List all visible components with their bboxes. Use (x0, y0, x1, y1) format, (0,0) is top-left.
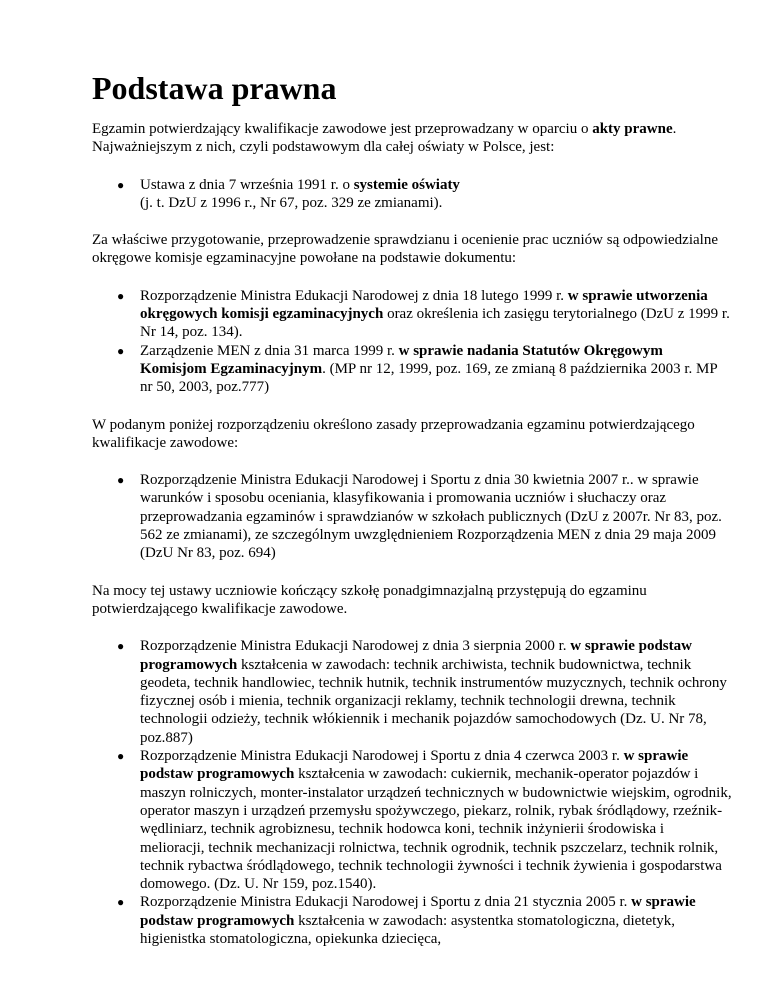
list-item: ● Rozporządzenie Ministra Edukacji Narodowej i Sportu z dnia 30 kwietnia 2007 r.. w sprawie warunków i sposobu oceniania, klasyfikowania i promowania uczniów i słuchaczy oraz przeprowadzania egzaminów i sprawdzianów w szkołach publicznych (DzU z 2007r. Nr 83, poz. 562 ze zmianami), ze szczególnym uwzględnieniem Rozporządzenia MEN z dnia 29 maja 2009 (DzU Nr 83, poz. 694) (117, 472, 722, 562)
list-item: ● Rozporządzenie Ministra Edukacji Narodowej i Sportu z dnia 4 czerwca 2003 r. w sprawie podstaw programowych kształcenia w zawodach: cukiernik, mechanik-operator pojazdów i maszyn rolniczych, monter-instalator urządzeń technicznych w budownictwie wiejskim, ogrodnik, operator maszyn i urządzeń przemysłu spożywczego, piekarz, rolnik, rybak śródlądowy, rzeźnik-wędliniarz, technik agrobiznesu, technik hodowca koni, technik inżynierii środowiska i melioracji, technik mechanizacji rolnictwa, technik ogrodnik, technik pszczelarz, technik rolnik, technik rybactwa śródlądowego, technik technologii żywności i technik żywienia i gospodarstwa domowego. (Dz. U. Nr 159, poz.1540). (117, 748, 732, 893)
bullet-icon: ● (117, 639, 125, 654)
bullet-icon: ● (117, 177, 125, 192)
intro-line2: Najważniejszym z nich, czyli podstawowym dla całej oświaty w Polsce, jest: (92, 139, 555, 156)
list-item: ● Rozporządzenie Ministra Edukacji Narodowej z dnia 18 lutego 1999 r. w sprawie utworzenia okręgowych komisji egzaminacyjnych oraz określenia ich zasięgu terytorialnego (DzU z 1999 r. Nr 14, poz. 134). (117, 287, 730, 341)
bullet-icon: ● (117, 749, 125, 764)
list-item: ● Rozporządzenie Ministra Edukacji Narodowej z dnia 3 sierpnia 2000 r. w sprawie podstaw programowych kształcenia w zawodach: technik archiwista, technik budownictwa, technik geodeta, technik handlowiec, technik hutnik, technik instrumentów muzycznych, technik ochrony fizycznej osób i mienia, technik organizacji reklamy, technik technologii drewna, technik technologii odzieży, technik włókiennik i mechanik pojazdów samochodowych (Dz. U. Nr 78, poz.887) (117, 638, 727, 746)
paragraph-na-mocy: Na mocy tej ustawy uczniowie kończący szkołę ponadgimnazjalną przystępują do egzaminu potwierdzającego kwalifikacje zawodowe. (92, 582, 647, 617)
list-item: ● Zarządzenie MEN z dnia 31 marca 1999 r. w sprawie nadania Statutów Okręgowym Komisjom Egzaminacyjnym. (MP nr 12, 1999, poz. 169, ze zmianą 8 października 2003 r. MP nr 50, 2003, poz.777) (117, 342, 718, 396)
list-item: ● Ustawa z dnia 7 września 1991 r. o systemie oświaty (j. t. DzU z 1996 r., Nr 67, poz. 329 ze zmianami). (117, 176, 460, 211)
intro-paragraph (92, 120, 732, 157)
bullet-icon: ● (117, 288, 125, 303)
paragraph-komisje: Za właściwe przygotowanie, przeprowadzenie sprawdzianu i ocenienie prac uczniów są odpowiedzialne okręgowe komisje egzaminacyjne powołane na podstawie dokumentu: (92, 232, 718, 267)
intro-bold-akty-prawne: akty prawne (592, 121, 673, 137)
bullet-icon: ● (117, 473, 125, 488)
document-page (92, 70, 732, 967)
list-rozporzadzenie (92, 471, 732, 562)
bullet-icon: ● (117, 895, 125, 910)
intro-period: . (672, 121, 677, 137)
list-ustawa (92, 176, 732, 213)
page-title: Podstawa prawna (92, 70, 337, 106)
list-item: ● Rozporządzenie Ministra Edukacji Narodowej i Sportu z dnia 21 stycznia 2005 r. w sprawie podstaw programowych kształcenia w zawodach: asystentka stomatologiczna, dietetyk, higienistka stomatologiczna, opiekunka dziecięca, (117, 894, 696, 947)
list-komisje (92, 287, 732, 397)
list-podstawy-programowe (92, 637, 732, 948)
intro-text: Egzamin potwierdzający kwalifikacje zawodowe jest przeprowadzany w oparciu o (92, 121, 593, 137)
paragraph-zasady: W podanym poniżej rozporządzeniu określono zasady przeprowadzania egzaminu potwierdzającego kwalifikacje zawodowe: (92, 416, 695, 451)
bullet-icon: ● (117, 343, 125, 358)
